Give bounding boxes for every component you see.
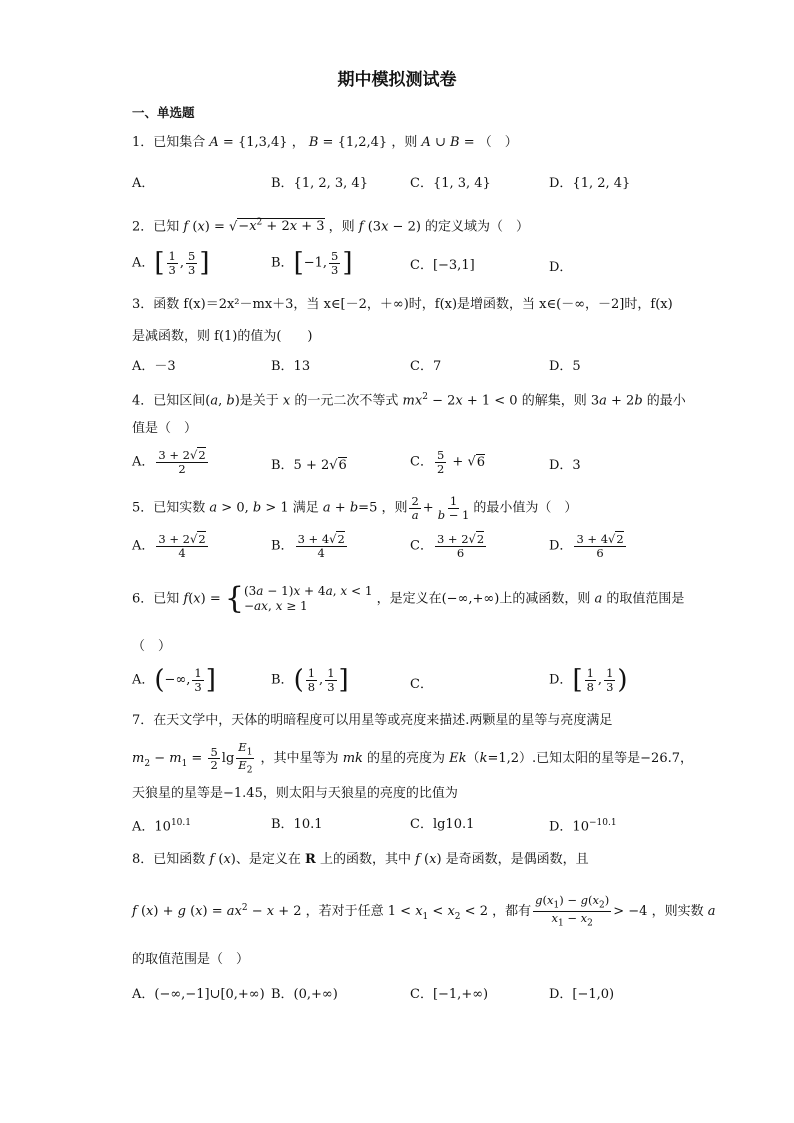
q5-option-a[interactable]: A． $\frac{3 + 2√2}{4}$ [132, 532, 206, 560]
q1-option-a[interactable]: A． [132, 176, 155, 191]
question-3-stem-line2: 是减函数，则 f(1)的值为( ) [132, 329, 313, 344]
q2-option-b[interactable]: B．[−1, $\frac{5}{3}$ ] [271, 248, 353, 279]
question-2-stem: 2．已知 f $(x) = √-x^2 + 2x + 3$ ，则 f (3x − 2) 的定义域为（ ） [132, 218, 530, 235]
q1-option-d[interactable]: D．{1, 2, 4} [549, 176, 631, 191]
q8-option-c[interactable]: C．[−1,+∞) [410, 987, 489, 1002]
q6-option-d[interactable]: D．[ $\frac{1}{8}$ , $\frac{1}{3}$ ) [549, 665, 628, 696]
q3-option-b[interactable]: B．13 [271, 359, 311, 374]
q4-option-c[interactable]: C． $\frac{5}{2}$ + √6 [410, 448, 486, 476]
q8-option-b[interactable]: B．(0,+∞) [271, 987, 338, 1002]
q1-option-c[interactable]: C．{1, 3, 4} [410, 176, 491, 191]
q7-option-d[interactable]: D．$10^{-10.1}$ [549, 818, 617, 835]
q3-option-a[interactable]: A．－3 [132, 359, 176, 374]
question-6-stem-line1: 6．已知 f(x) = { (3a − 1)x + 4a, x < 1 −ax, x ≥ 1 ，是定义在(−∞,+∞)上的减函数，则 a 的取值范围是 [132, 581, 685, 616]
question-4-stem-line2: 值是（ ） [132, 421, 198, 436]
q2-option-a[interactable]: A．[ $\frac{1}{3}$ , $\frac{5}{3}$ ] [132, 248, 210, 279]
page-title: 期中模拟测试卷 [337, 70, 457, 90]
q7-option-a[interactable]: A．$10^{10.1}$ [132, 818, 191, 835]
q7-option-b[interactable]: B．10.1 [271, 817, 323, 832]
question-4-stem-line1: 4．已知区间(a, b)是关于 x 的一元二次不等式 $mx^2 - 2x + 1 < 0$ 的解集，则 3a + 2b 的最小 [132, 392, 686, 409]
question-8-stem-line3: 的取值范围是（ ） [132, 952, 250, 967]
q4-option-d[interactable]: D．3 [549, 458, 581, 473]
q5-option-b[interactable]: B． $\frac{3 + 4√2}{4}$ [271, 532, 345, 560]
q4-option-a[interactable]: A． $\frac{3 + 2√2}{2}$ [132, 448, 206, 476]
question-8-stem-line2: f (x) + g $(x) = ax^2 - x + 2$ ，若对于任意 $1 < x_1 < x_2 < 2$ ，都有 $\frac{g(x_1) - g(x_2)}{x_1 - x_2}$ > −4 ，则实数 a [132, 893, 716, 929]
q5-option-d[interactable]: D． $\frac{3 + 4√2}{6}$ [549, 532, 624, 560]
q3-option-c[interactable]: C．7 [410, 359, 442, 374]
question-8-stem-line1: 8．已知函数 f (x)、是定义在 R 上的函数，其中 f (x) 是奇函数，是偶函数，且 [132, 852, 589, 867]
q6-option-b[interactable]: B．( $\frac{1}{8}$ , $\frac{1}{3}$ ] [271, 665, 349, 696]
q8-option-d[interactable]: D．[−1,0) [549, 987, 615, 1002]
q2-option-c[interactable]: C．[−3,1] [410, 258, 475, 273]
question-6-stem-line2: （ ） [132, 639, 172, 654]
q3-option-d[interactable]: D．5 [549, 359, 581, 374]
question-7-stem-line1: 7．在天文学中，天体的明暗程度可以用星等或亮度来描述.两颗星的星等与亮度满足 [132, 713, 613, 728]
q1-option-b[interactable]: B．{1, 2, 3, 4} [271, 176, 368, 191]
q2-option-d[interactable]: D． [549, 260, 573, 275]
section-heading: 一、单选题 [132, 105, 195, 120]
question-7-stem-line2: $m_2 - m_1$ = $\frac{5}{2}$ lg $\frac{E_1}{E_2}$ ，其中星等为 mk 的星的亮度为 Ek（k=1,2）.已知太阳的星等是−26.7， [132, 740, 693, 776]
q6-option-a[interactable]: A．(−∞, $\frac{1}{3}$ ] [132, 665, 216, 696]
question-7-stem-line3: 天狼星的星等是−1.45，则太阳与天狼星的亮度的比值为 [132, 786, 458, 801]
q7-option-c[interactable]: C．lg10.1 [410, 817, 475, 832]
question-1-stem: 1．已知集合 A = {1,3,4} ， B = {1,2,4} ，则 A ∪ B = （ ） [132, 135, 518, 150]
q5-option-c[interactable]: C． $\frac{3 + 2√2}{6}$ [410, 532, 485, 560]
q4-option-b[interactable]: B．5 + 2√6 [271, 458, 347, 473]
question-5-stem: 5．已知实数 a > 0, b > 1 满足 a + b=5 ，则 $\frac{2}{a}$ + $\frac{1}{b - 1}$ 的最小值为（ ） [132, 494, 578, 522]
q6-option-c[interactable]: C． [410, 677, 433, 692]
question-3-stem-line1: 3．函数 f(x)＝2x²－mx＋3，当 x∈[－2，＋∞)时，f(x)是增函数，当 x∈(－∞，－2]时，f(x) [132, 297, 673, 312]
q8-option-a[interactable]: A．(−∞,−1]∪[0,+∞) [132, 987, 265, 1002]
